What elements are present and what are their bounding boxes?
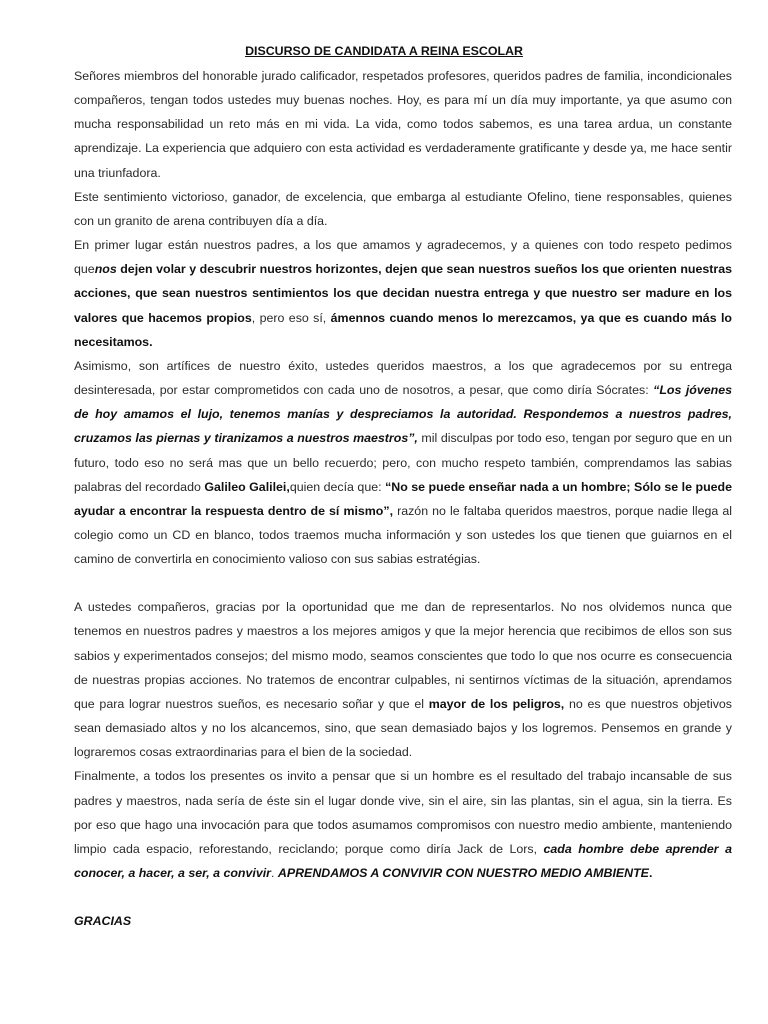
maestros-text-2: mil disculpas por todo eso, tengan por seguro que en un futuro, todo eso no será mas que un bello recuerdo; pero, con mucho respeto también, comprendamos las sabias palabras del recordado xyxy=(74,431,732,494)
paragraph-gap xyxy=(74,571,732,595)
padres-text-1: En primer lugar están nuestros padres, a los que amamos y agradecemos, y a quienes con todo respeto pedimos que xyxy=(74,238,732,277)
document-body xyxy=(74,64,732,933)
maestros-text-1: Asimismo, son artífices de nuestro éxito, ustedes queridos maestros, a los que agradecemos por su entrega desinteresada, por estar comprometidos con cada uno de nosotros, a pesar, que como diría Sócrates: xyxy=(74,358,732,398)
padres-emphasis-nos: nos xyxy=(94,262,117,277)
padres-text-2: , pero eso sí, xyxy=(251,310,331,325)
paragraph-greeting: Señores miembros del honorable jurado calificador, respetados profesores, queridos padres de familia, incondicionales compañeros, tengan todos ustedes muy buenas noches. Hoy, es para mí un día muy importante, ya que asumo con mucha responsabilidad un reto más en mi vida. La vida, como todos sabemos, es una tarea ardua, un constante aprendizaje. La experiencia que adquiero con esta actividad es verdaderamente gratificante y desde ya, me hace sentir una triunfadora. xyxy=(74,69,732,180)
paragraph-finalmente xyxy=(74,764,732,885)
document-title: DISCURSO DE CANDIDATA A REINA ESCOLAR xyxy=(245,44,523,58)
maestros-text-3: quien decía que: xyxy=(289,479,386,494)
companeros-text-1: A ustedes compañeros, gracias por la oportunidad que me dan de representarlos. No nos olvidemos nunca que tenemos en nuestros padres y maestros a los mejores amigos y que la mejor herencia que recibimos de ellos son sus sabios y experimentados consejos; del mismo modo, seamos conscientes que todo lo que nos ocurre es consecuencia de nuestras propias acciones. No tratemos de encontrar culpables, ni sentirnos víctimas de la situación, aprendamos que para lograr nuestros sueños, es necesario soñar y que el xyxy=(74,600,732,711)
finalmente-text-1: Finalmente, a todos los presentes os invito a pensar que si un hombre es el resultado del trabajo incansable de sus padres y maestros, nada sería de éste sin el lugar donde vive, sin el aire, sin las plantas, sin el agua, sin la tierra. Es por eso que hago una invocación para que todos asumamos compromisos con nuestro medio ambiente, manteniendo limpio cada espacio, reforestando, reciclando; porque como diría Jack de Lors, xyxy=(74,769,732,856)
paragraph-maestros xyxy=(74,354,732,571)
maestros-text-4: razón no le faltaba queridos maestros, porque nadie llega al colegio como un CD en blanco, todos traemos mucha información y son ustedes los que tienen que guiarnos en el camino de convertirla en conocimiento valioso con sus sabias estratégias. xyxy=(74,503,732,567)
galileo-quote: “No se puede enseñar nada a un hombre; Sólo se le puede ayudar a encontrar la respuesta dentro de sí mismo”, xyxy=(74,479,732,518)
galileo-name: Galileo Galilei, xyxy=(204,479,290,494)
delors-quote: cada hombre debe aprender a conocer, a hacer, a ser, a convivir xyxy=(74,841,732,880)
finalmente-period: . xyxy=(648,866,653,880)
padres-bold-request: dejen volar y descubrir nuestros horizontes, dejen que sean nuestros sueños los que orienten nuestras acciones, que sean nuestros sentimientos los que decidan nuestra entrega y que nuestro ser madure en los valores que hacemos propios xyxy=(74,262,732,325)
paragraph-responsables: Este sentimiento victorioso, ganador, de excelencia, que embarga al estudiante Ofelino, tiene responsables, quienes con un granito de arena contribuyen día a día. xyxy=(74,189,732,228)
convivir-callout: APRENDAMOS A CONVIVIR CON NUESTRO MEDIO AMBIENTE xyxy=(277,866,649,880)
finalmente-text-2: . xyxy=(271,866,278,880)
closing-gracias: GRACIAS xyxy=(74,914,132,929)
companeros-bold-peligros: mayor de los peligros, xyxy=(428,696,565,711)
socrates-quote: “Los jóvenes de hoy amamos el lujo, tenemos manías y despreciamos la autoridad. Respondemos a nuestros padres, cruzamos las piernas y tiranizamos a nuestros maestros”, xyxy=(74,383,732,446)
paragraph-companeros xyxy=(74,595,732,764)
companeros-text-2: no es que nuestros objetivos sean demasiado altos y no los alcancemos, sino, que sean demasiado bajos y los logremos. Pensemos en grande y lograremos cosas extraordinarias para el bien de la sociedad. xyxy=(74,696,732,760)
paragraph-padres xyxy=(74,233,732,354)
padres-bold-love: ámennos cuando menos lo merezcamos, ya que es cuando más lo necesitamos. xyxy=(74,310,732,349)
